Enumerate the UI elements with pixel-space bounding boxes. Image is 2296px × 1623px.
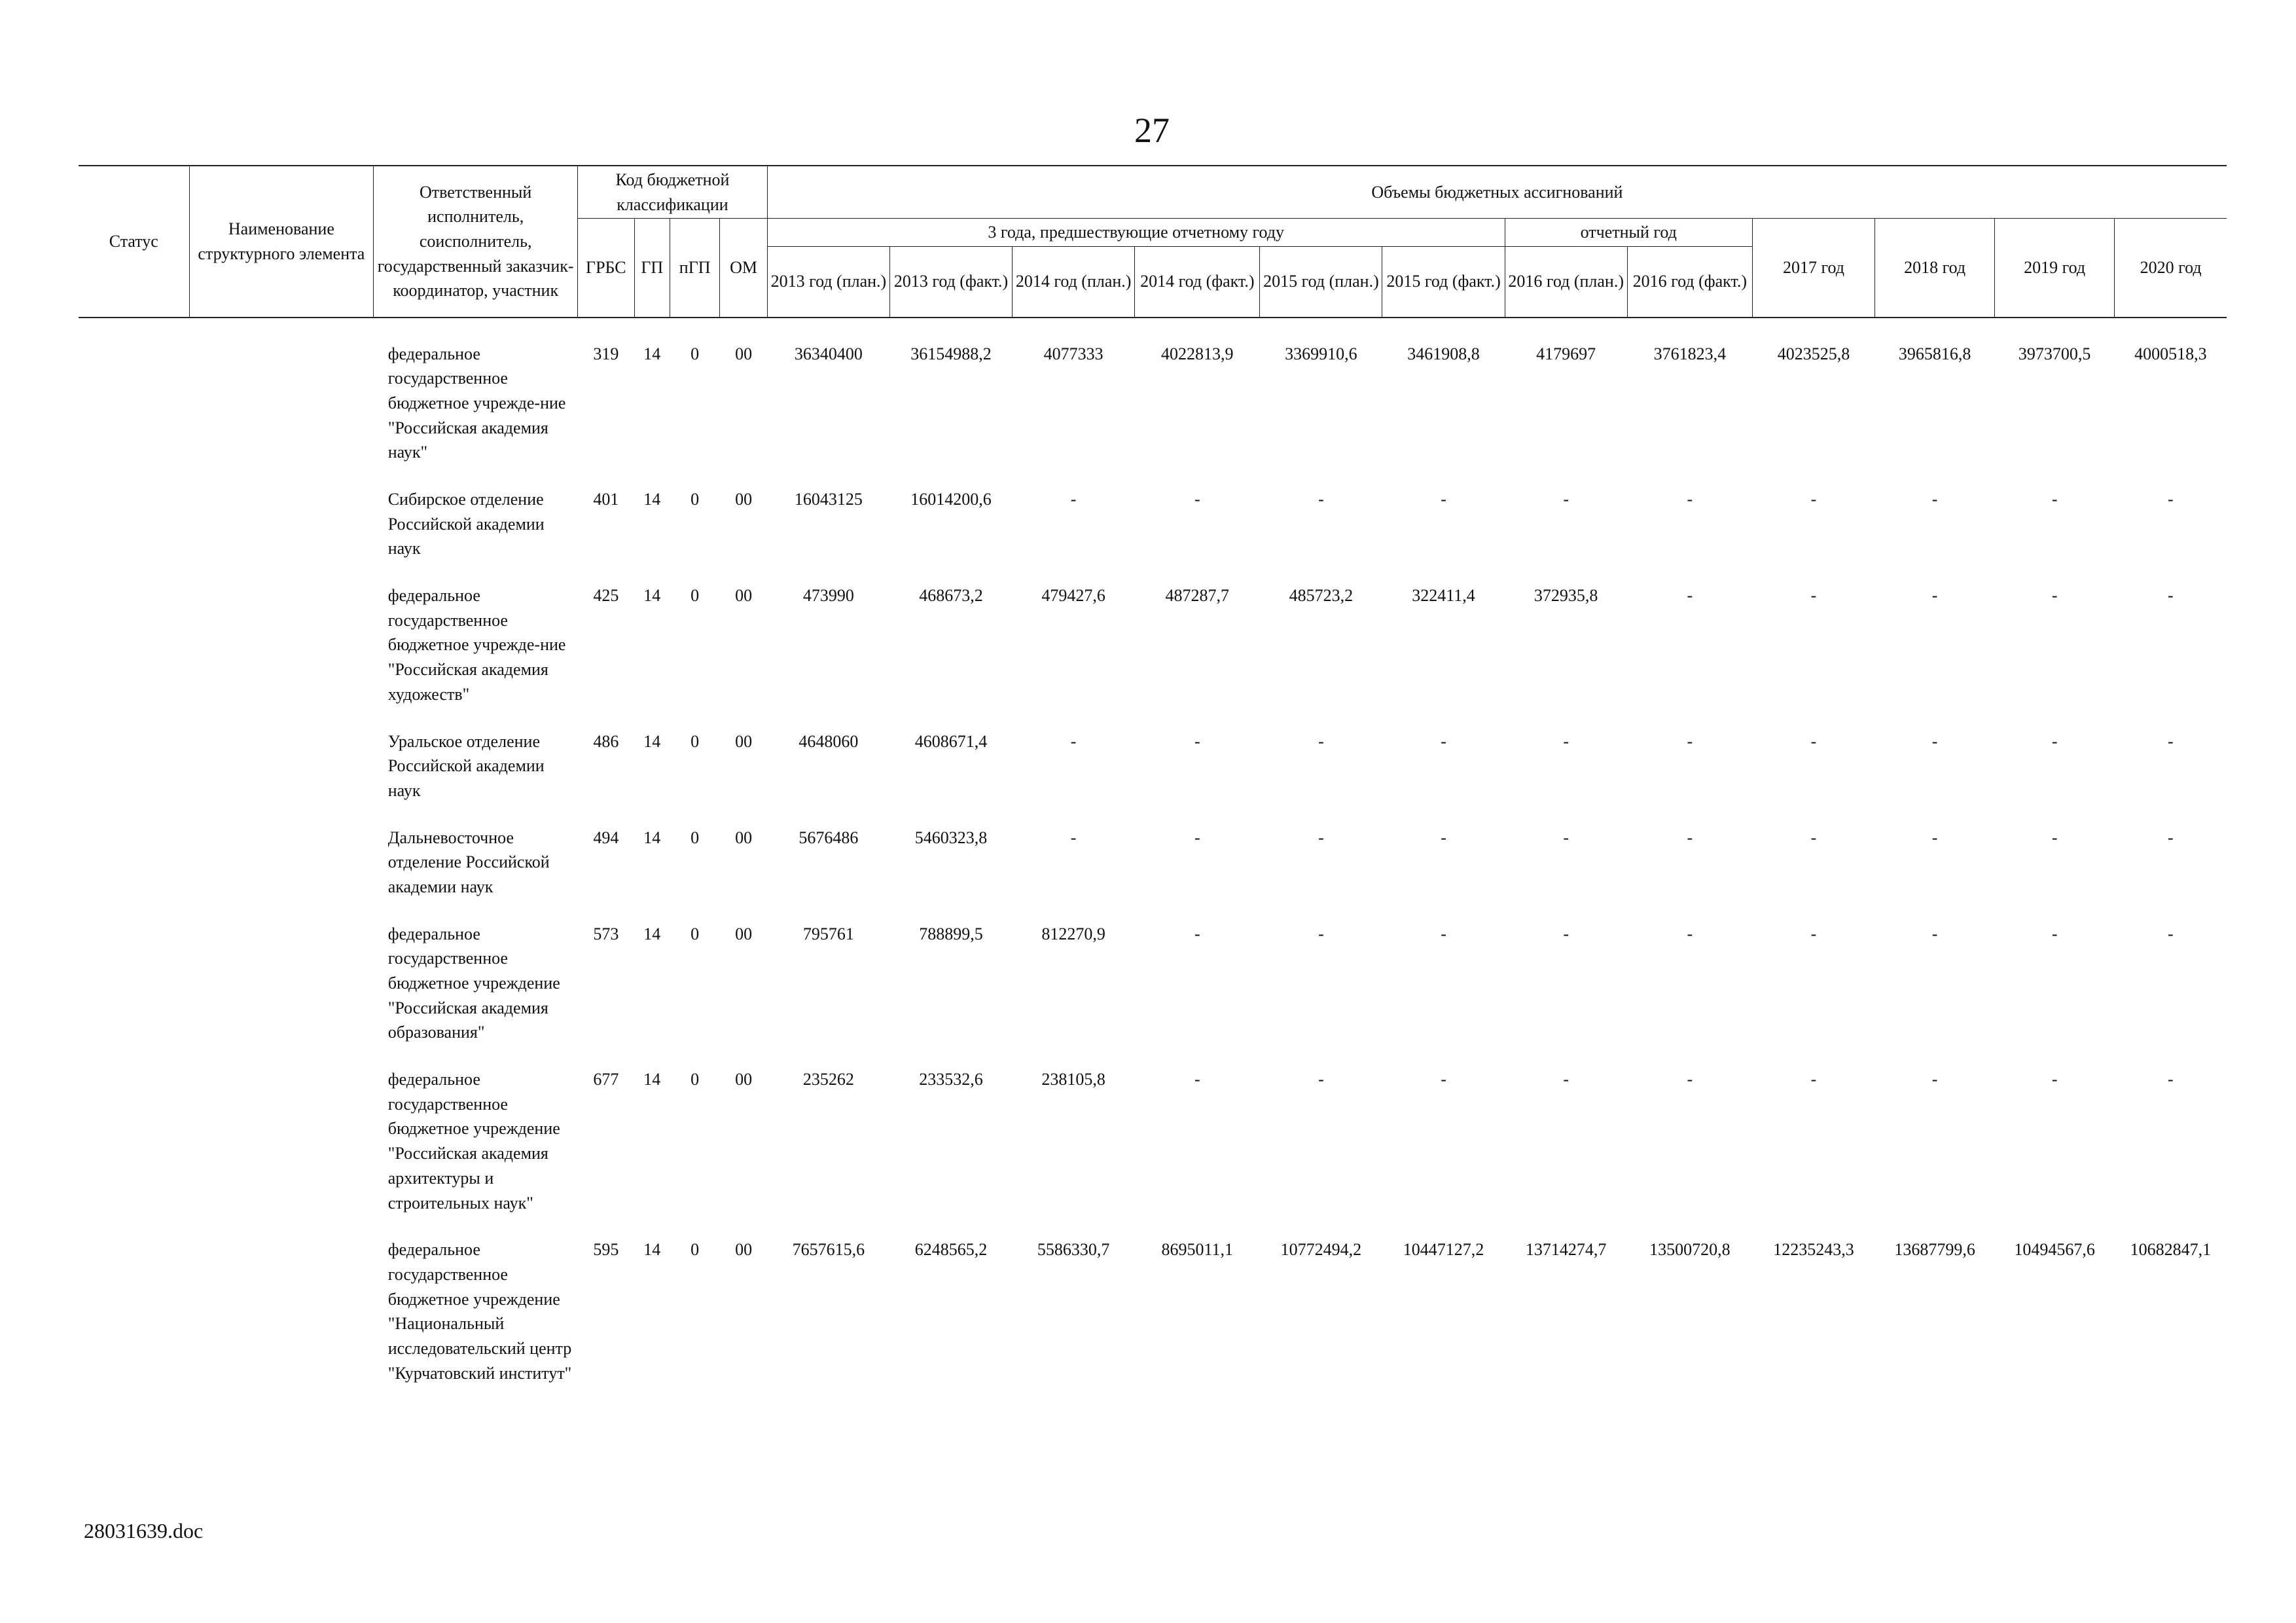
row-om: 00 [735, 1240, 753, 1260]
row-value: 6248565,2 [914, 1240, 988, 1260]
row-status [79, 707, 189, 803]
row-value: 16014200,6 [910, 490, 992, 509]
row-gp: 14 [643, 490, 661, 509]
row-executor: федеральное государственное бюджетное учрежде-ние "Российская академия художеств" [387, 586, 566, 704]
row-value: - [2168, 490, 2174, 509]
page-number: 27 [1134, 111, 1170, 150]
row-status [79, 1215, 189, 1385]
header-2016-fact: 2016 год (факт.) [1627, 247, 1752, 318]
row-value: - [1687, 490, 1693, 509]
header-prev-years: 3 года, предшествующие отчетному году [767, 219, 1505, 247]
row-value: - [1318, 924, 1324, 943]
row-value: - [1810, 731, 1817, 751]
row-executor: Дальневосточное отделение Российской академии наук [387, 828, 550, 896]
row-value: 487287,7 [1165, 586, 1230, 606]
row-pgp: 0 [691, 828, 700, 847]
row-value: - [2168, 731, 2174, 751]
row-pgp: 0 [691, 924, 700, 943]
row-value: 4077333 [1043, 344, 1103, 363]
row-pgp: 0 [691, 1240, 700, 1260]
row-grbs: 677 [593, 1070, 619, 1089]
table-row [79, 561, 2227, 706]
table-row [79, 803, 2227, 900]
row-executor: Сибирское отделение Российской академии наук [387, 490, 545, 558]
row-value: - [1441, 924, 1446, 943]
row-structural-element [189, 1045, 374, 1215]
row-om: 00 [735, 924, 753, 943]
row-value: 372935,8 [1534, 586, 1598, 606]
table-row [79, 318, 2227, 465]
row-grbs: 494 [593, 828, 619, 847]
row-gp: 14 [643, 924, 661, 943]
header-pgp: пГП [670, 219, 719, 318]
row-pgp: 0 [691, 1070, 700, 1089]
row-value: - [1318, 490, 1324, 509]
row-value: - [1194, 490, 1200, 509]
row-value: - [1931, 731, 1938, 751]
row-pgp: 0 [691, 586, 700, 606]
row-value: 3461908,8 [1407, 344, 1480, 363]
row-value: 13500720,8 [1649, 1240, 1731, 1260]
row-value: - [1687, 731, 1693, 751]
row-value: - [1194, 924, 1200, 943]
row-value: - [1931, 924, 1938, 943]
row-value: - [1810, 924, 1817, 943]
row-status [79, 1045, 189, 1215]
row-value: 322411,4 [1412, 586, 1475, 606]
table-row [79, 1215, 2227, 1385]
row-value: 36154988,2 [910, 344, 992, 363]
row-value: - [1931, 828, 1938, 847]
header-2013-fact: 2013 год (факт.) [889, 247, 1012, 318]
row-value: - [2051, 490, 2058, 509]
row-value: 12235243,3 [1773, 1240, 1854, 1260]
row-status [79, 465, 189, 561]
header-budget-code: Код бюджетной классификации [578, 166, 768, 219]
row-value: - [2051, 731, 2058, 751]
header-2014-fact: 2014 год (факт.) [1135, 247, 1260, 318]
row-value: - [1070, 731, 1077, 751]
row-value: - [1194, 828, 1200, 847]
header-executor: Ответственный исполнитель, соисполнитель, государственный заказчик-координатор, участник [374, 166, 578, 318]
row-value: - [1194, 731, 1200, 751]
row-value: - [1687, 586, 1693, 606]
header-2020: 2020 год [2115, 219, 2227, 318]
row-executor: Уральское отделение Российской академии наук [387, 731, 545, 800]
document-filename: 28031639.doc [84, 1519, 204, 1542]
row-value: - [1687, 924, 1693, 943]
row-om: 00 [735, 344, 753, 363]
header-structural-element: Наименование структурного элемента [189, 166, 374, 318]
row-gp: 14 [643, 1070, 661, 1089]
row-value: 4023525,8 [1777, 344, 1850, 363]
row-grbs: 486 [593, 731, 619, 751]
row-value: - [2051, 828, 2058, 847]
row-grbs: 573 [593, 924, 619, 943]
row-status [79, 318, 189, 465]
row-value: - [1563, 731, 1569, 751]
row-value: 16043125 [794, 490, 863, 509]
row-gp: 14 [643, 344, 661, 363]
row-grbs: 319 [593, 344, 619, 363]
row-value: 4608671,4 [914, 731, 988, 751]
row-value: - [1931, 490, 1938, 509]
row-status [79, 900, 189, 1045]
row-value: 3369910,6 [1285, 344, 1357, 363]
row-grbs: 595 [593, 1240, 619, 1260]
table-row [79, 900, 2227, 1045]
row-value: 468673,2 [919, 586, 983, 606]
header-2015-plan: 2015 год (план.) [1260, 247, 1382, 318]
row-value: 10682847,1 [2130, 1240, 2212, 1260]
row-value: 485723,2 [1289, 586, 1354, 606]
row-value: 5460323,8 [914, 828, 988, 847]
header-2013-plan: 2013 год (план.) [767, 247, 889, 318]
row-gp: 14 [643, 731, 661, 751]
row-structural-element [189, 803, 374, 900]
row-pgp: 0 [691, 731, 700, 751]
table-row [79, 707, 2227, 803]
row-value: - [1563, 490, 1569, 509]
row-value: - [1810, 586, 1817, 606]
row-value: - [1687, 828, 1693, 847]
row-value: - [2051, 586, 2058, 606]
row-gp: 14 [643, 1240, 661, 1260]
row-value: 473990 [802, 586, 854, 606]
table-row [79, 1045, 2227, 1215]
row-value: 5676486 [798, 828, 859, 847]
row-executor: федеральное государственное бюджетное учрежде-ние "Российская академия наук" [387, 344, 566, 462]
header-2014-plan: 2014 год (план.) [1013, 247, 1135, 318]
row-value: - [1441, 490, 1446, 509]
row-value: 235262 [802, 1070, 854, 1089]
row-value: 4022813,9 [1161, 344, 1234, 363]
row-executor: федеральное государственное бюджетное учреждение "Российская академия образования" [387, 924, 560, 1042]
row-value: - [2168, 924, 2174, 943]
row-structural-element [189, 1215, 374, 1385]
row-value: 238105,8 [1041, 1070, 1105, 1089]
row-value: - [2051, 924, 2058, 943]
row-value: - [1318, 828, 1324, 847]
row-value: - [2168, 586, 2174, 606]
row-value: - [1687, 1070, 1693, 1089]
row-value: 10447127,2 [1403, 1240, 1484, 1260]
row-value: - [1931, 1070, 1938, 1089]
row-value: - [1441, 828, 1446, 847]
row-om: 00 [735, 731, 753, 751]
row-structural-element [189, 900, 374, 1045]
row-value: 4000518,3 [2134, 344, 2207, 363]
row-value: 10494567,6 [2014, 1240, 2095, 1260]
row-value: 3761823,4 [1653, 344, 1727, 363]
row-structural-element [189, 707, 374, 803]
row-pgp: 0 [691, 490, 700, 509]
row-value: - [1318, 731, 1324, 751]
row-value: - [1563, 1070, 1569, 1089]
row-structural-element [189, 465, 374, 561]
header-om: ОМ [720, 219, 767, 318]
row-value: 479427,6 [1041, 586, 1105, 606]
row-value: - [1194, 1070, 1200, 1089]
header-gp: ГП [634, 219, 670, 318]
row-pgp: 0 [691, 344, 700, 363]
row-value: - [1441, 731, 1446, 751]
row-structural-element [189, 318, 374, 465]
row-status [79, 561, 189, 706]
header-report-year: отчетный год [1505, 219, 1752, 247]
row-value: 3973700,5 [2018, 344, 2091, 363]
row-value: 5586330,7 [1037, 1240, 1110, 1260]
row-value: - [1931, 586, 1938, 606]
header-2019: 2019 год [1995, 219, 2115, 318]
row-om: 00 [735, 490, 753, 509]
row-om: 00 [735, 586, 753, 606]
header-2015-fact: 2015 год (факт.) [1382, 247, 1505, 318]
row-executor: федеральное государственное бюджетное учреждение "Национальный исследовательский центр "Курчатовский институт" [387, 1240, 572, 1383]
row-value: 10772494,2 [1280, 1240, 1362, 1260]
row-value: 812270,9 [1041, 924, 1105, 943]
row-om: 00 [735, 1070, 753, 1089]
row-value: 795761 [802, 924, 854, 943]
row-value: 7657615,6 [792, 1240, 865, 1260]
row-value: - [1563, 828, 1569, 847]
row-value: 788899,5 [919, 924, 983, 943]
row-value: 8695011,1 [1161, 1240, 1234, 1260]
row-value: - [1070, 828, 1077, 847]
row-value: - [2051, 1070, 2058, 1089]
row-gp: 14 [643, 828, 661, 847]
row-value: 3965816,8 [1898, 344, 1971, 363]
row-value: - [1441, 1070, 1446, 1089]
row-value: - [1070, 490, 1077, 509]
row-value: 4179697 [1536, 344, 1596, 363]
budget-allocations-table [79, 165, 2227, 1385]
header-2016-plan: 2016 год (план.) [1505, 247, 1627, 318]
row-executor: федеральное государственное бюджетное учреждение "Российская академия архитектуры и строительных наук" [387, 1070, 560, 1213]
row-value: - [1810, 490, 1817, 509]
row-value: 4648060 [798, 731, 859, 751]
header-status: Статус [79, 166, 189, 318]
row-structural-element [189, 561, 374, 706]
header-2018: 2018 год [1875, 219, 1995, 318]
row-grbs: 401 [593, 490, 619, 509]
row-om: 00 [735, 828, 753, 847]
row-value: 13714274,7 [1525, 1240, 1607, 1260]
row-value: - [2168, 1070, 2174, 1089]
row-value: - [2168, 828, 2174, 847]
header-volumes: Объемы бюджетных ассигнований [767, 166, 2227, 219]
row-value: - [1810, 828, 1817, 847]
header-2017: 2017 год [1752, 219, 1874, 318]
row-gp: 14 [643, 586, 661, 606]
table-row [79, 465, 2227, 561]
row-grbs: 425 [593, 586, 619, 606]
row-value: - [1563, 924, 1569, 943]
row-value: 13687799,6 [1894, 1240, 1975, 1260]
header-grbs: ГРБС [578, 219, 635, 318]
row-value: - [1318, 1070, 1324, 1089]
row-status [79, 803, 189, 900]
row-value: 36340400 [794, 344, 863, 363]
row-value: 233532,6 [919, 1070, 983, 1089]
row-value: - [1810, 1070, 1817, 1089]
